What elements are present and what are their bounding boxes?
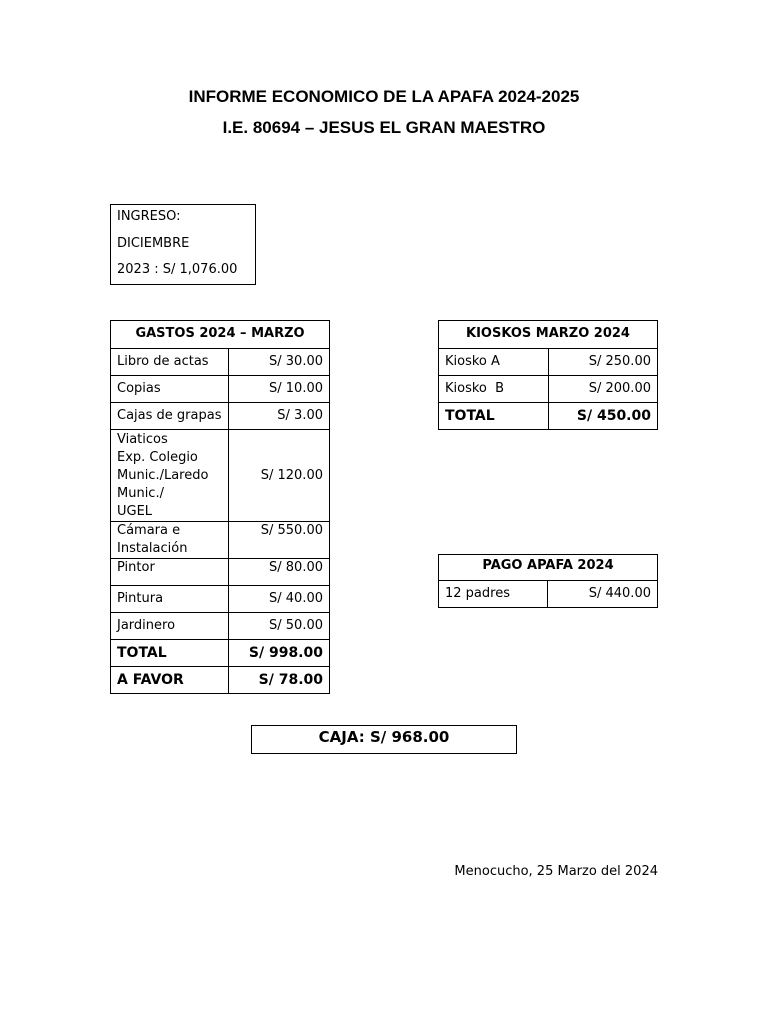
ingreso-amount: 2023 : S/ 1,076.00 bbox=[117, 262, 238, 277]
table-row bbox=[111, 376, 330, 403]
gasto-label: Jardinero bbox=[111, 613, 229, 640]
gastos-title: GASTOS 2024 – MARZO bbox=[111, 321, 330, 349]
table-row bbox=[111, 613, 330, 640]
document-subtitle: I.E. 80694 – JESUS EL GRAN MAESTRO bbox=[222, 118, 546, 137]
total-label: TOTAL bbox=[111, 640, 229, 667]
favor-amount: S/ 78.00 bbox=[228, 667, 329, 694]
gastos-table bbox=[110, 320, 330, 694]
gasto-label: Pintura bbox=[111, 586, 229, 613]
table-row bbox=[111, 403, 330, 430]
gasto-label: Libro de actas bbox=[111, 349, 229, 376]
kioskos-title: KIOSKOS MARZO 2024 bbox=[439, 321, 658, 349]
kiosko-label: Kiosko B bbox=[439, 376, 549, 403]
gasto-amount: S/ 3.00 bbox=[228, 403, 329, 430]
ingreso-label: INGRESO: bbox=[117, 209, 181, 224]
gasto-amount: S/ 50.00 bbox=[228, 613, 329, 640]
kiosko-amount: S/ 200.00 bbox=[548, 376, 657, 403]
favor-label: A FAVOR bbox=[111, 667, 229, 694]
total-row bbox=[439, 403, 658, 430]
kiosko-label: Kiosko A bbox=[439, 349, 549, 376]
gasto-label: Cámara e Instalación bbox=[111, 522, 229, 559]
table-row bbox=[111, 430, 330, 522]
pago-label: 12 padres bbox=[439, 581, 548, 608]
gasto-label: Cajas de grapas bbox=[111, 403, 229, 430]
total-amount: S/ 998.00 bbox=[228, 640, 329, 667]
gasto-amount: S/ 30.00 bbox=[228, 349, 329, 376]
table-row bbox=[111, 522, 330, 559]
gasto-label: Pintor bbox=[111, 559, 229, 586]
pago-amount: S/ 440.00 bbox=[548, 581, 658, 608]
pago-title: PAGO APAFA 2024 bbox=[439, 555, 658, 581]
total-amount: S/ 450.00 bbox=[548, 403, 657, 430]
caja-box: CAJA: S/ 968.00 bbox=[251, 725, 517, 754]
kioskos-table bbox=[438, 320, 658, 430]
table-row bbox=[111, 559, 330, 586]
pago-table bbox=[438, 554, 658, 608]
gasto-amount: S/ 10.00 bbox=[228, 376, 329, 403]
gasto-amount: S/ 80.00 bbox=[228, 559, 329, 586]
gasto-amount: S/ 40.00 bbox=[228, 586, 329, 613]
kiosko-amount: S/ 250.00 bbox=[548, 349, 657, 376]
favor-row bbox=[111, 667, 330, 694]
footer-date: Menocucho, 25 Marzo del 2024 bbox=[454, 864, 658, 879]
document-title: INFORME ECONOMICO DE LA APAFA 2024-2025 bbox=[188, 87, 580, 106]
table-row bbox=[439, 581, 658, 608]
table-row bbox=[111, 349, 330, 376]
ingreso-box bbox=[110, 204, 256, 285]
gasto-label: Copias bbox=[111, 376, 229, 403]
total-row bbox=[111, 640, 330, 667]
gasto-label: Viaticos Exp. Colegio Munic./Laredo Munic./ UGEL bbox=[111, 430, 229, 522]
table-row bbox=[111, 586, 330, 613]
gasto-amount: S/ 550.00 bbox=[228, 522, 329, 559]
gasto-amount: S/ 120.00 bbox=[228, 430, 329, 522]
ingreso-month: DICIEMBRE bbox=[117, 235, 190, 251]
total-label: TOTAL bbox=[439, 403, 549, 430]
table-row bbox=[439, 376, 658, 403]
table-row bbox=[439, 349, 658, 376]
